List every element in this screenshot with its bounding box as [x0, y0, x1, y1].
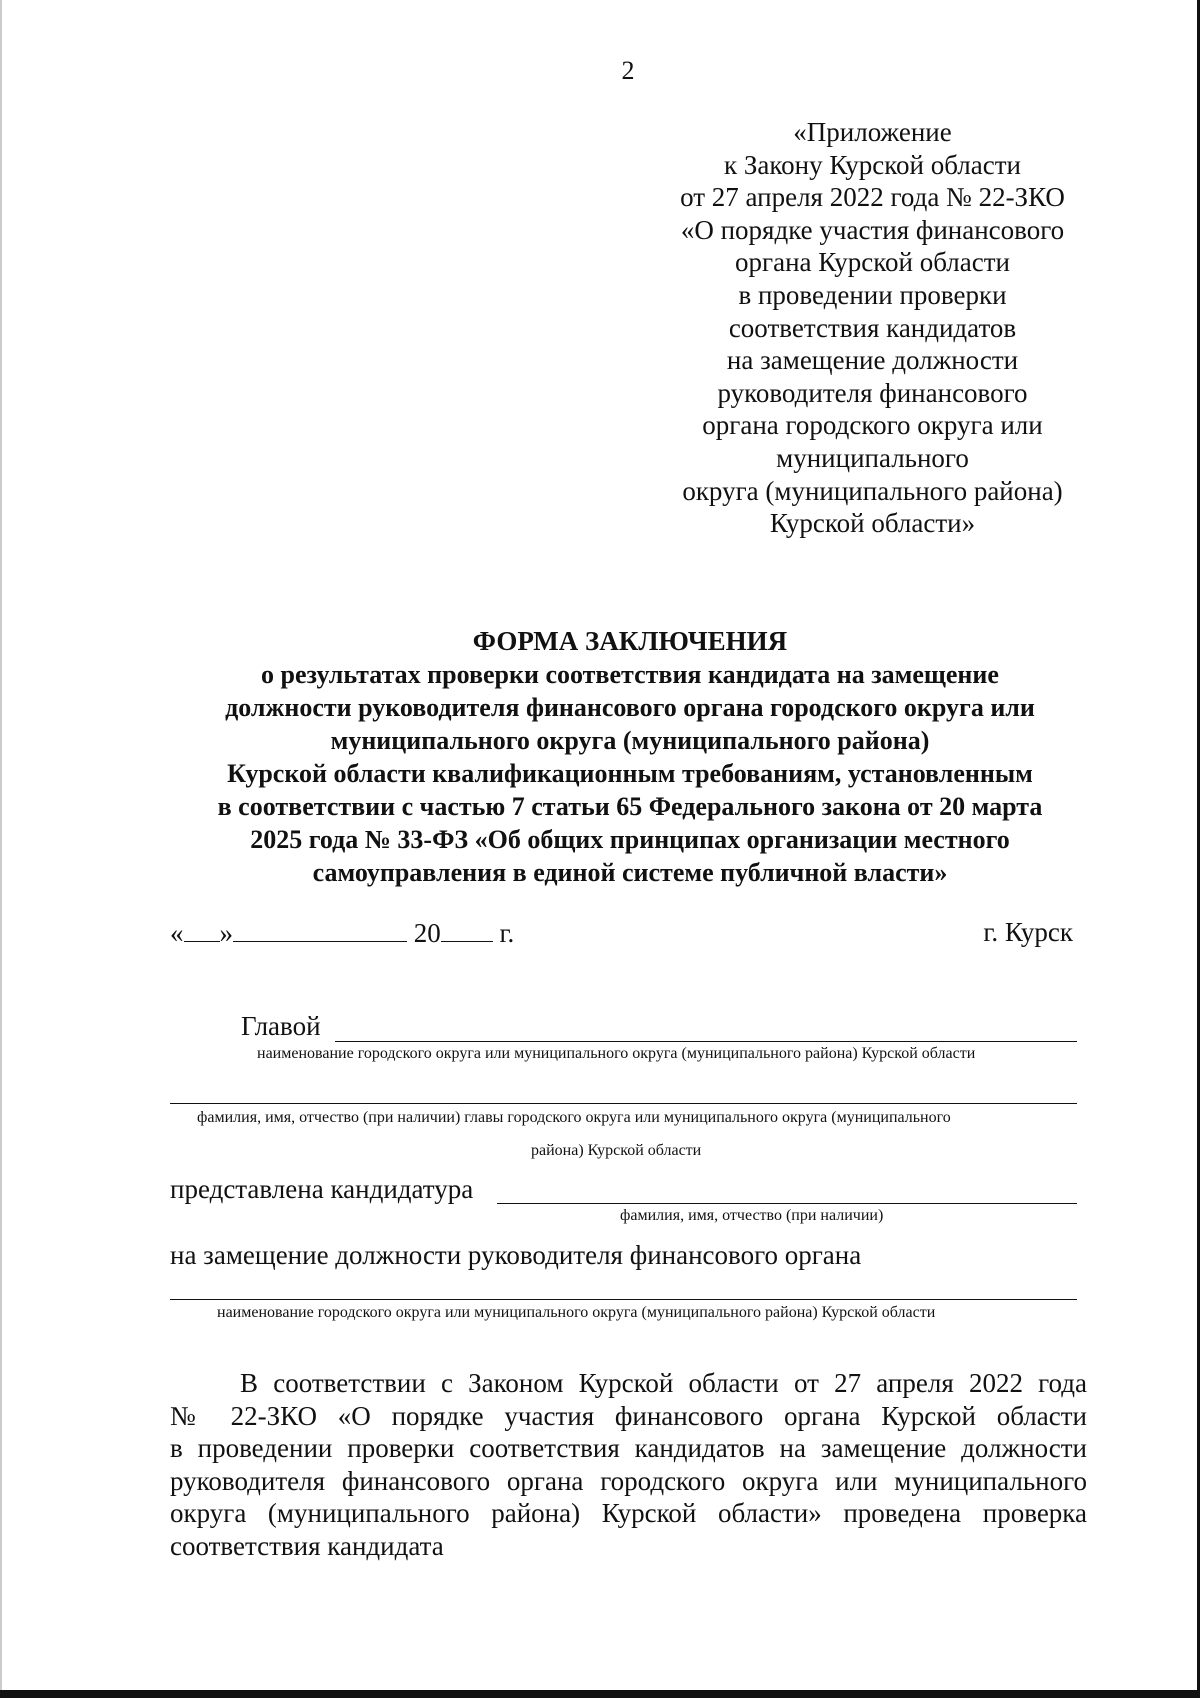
date-field[interactable]: [170, 917, 514, 949]
year-suffix: г.: [499, 918, 515, 948]
paragraph-line: В соответствии с Законом Курской области от 27 апреля 2022 года: [240, 1368, 1087, 1398]
position-blank[interactable]: [170, 1299, 1077, 1300]
head-fio-caption-cont: района) Курской области: [531, 1142, 702, 1159]
main-paragraph: [170, 1367, 1087, 1562]
appendix-line: руководителя финансового: [717, 377, 1028, 408]
candidate-caption: фамилия, имя, отчество (при наличии): [620, 1207, 884, 1224]
year-prefix: 20: [413, 918, 441, 948]
paragraph-line: соответствия кандидата: [170, 1530, 444, 1561]
title-line: муниципального округа (муниципального района): [330, 726, 930, 755]
appendix-header: [655, 116, 1090, 540]
head-fio-caption: фамилия, имя, отчество (при наличии) главы городского округа или муниципального округа (муниципального: [197, 1109, 951, 1126]
title-line: самоуправления в единой системе публичной власти»: [312, 858, 948, 887]
appendix-line: на замещение должности: [726, 345, 1019, 376]
appendix-line: к Закону Курской области: [724, 149, 1021, 180]
appendix-line: органа городского округа или: [702, 410, 1043, 441]
title-main: ФОРМА ЗАКЛЮЧЕНИЯ: [472, 626, 788, 656]
day-blank[interactable]: [184, 917, 220, 942]
paragraph-line: в проведении проверки соответствия кандидатов на замещение должности: [170, 1433, 1087, 1463]
paragraph-line: № 22-ЗКО «О порядке участия финансового органа Курской области: [170, 1400, 1087, 1431]
month-blank[interactable]: [233, 917, 407, 942]
head-label: Главой: [241, 1011, 321, 1041]
paragraph-line: руководителя финансового органа городского округа или муниципального: [170, 1465, 1087, 1496]
appendix-line: Курской области»: [769, 508, 976, 539]
appendix-line: «Приложение: [793, 117, 952, 147]
head-caption: наименование городского округа или муниципального округа (муниципального района) Курской области: [257, 1045, 976, 1062]
appendix-line: муниципального: [776, 442, 969, 473]
city: г. Курск: [983, 917, 1073, 947]
scan-edge-bottom: [0, 1690, 1200, 1698]
title-line: должности руководителя финансового органа городского округа или: [225, 693, 1035, 722]
title-line: о результатах проверки соответствия кандидата на замещение: [261, 660, 999, 689]
head-fio-blank[interactable]: [170, 1103, 1077, 1104]
head-name-blank[interactable]: [335, 1041, 1077, 1042]
date-row: [170, 917, 1073, 951]
appendix-line: от 27 апреля 2022 года № 22-ЗКО: [680, 182, 1065, 213]
scan-edge-left: [0, 0, 2, 1698]
title-line: в соответствии с частью 7 статьи 65 Федерального закона от 20 марта: [217, 792, 1043, 821]
title-line: 2025 года № 33-ФЗ «Об общих принципах организации местного: [250, 825, 1010, 854]
title-line: Курской области квалификационным требованиям, установленным: [227, 759, 1033, 788]
appendix-line: в проведении проверки: [738, 279, 1007, 310]
position-caption: наименование городского округа или муниципального округа (муниципального района) Курской области: [217, 1304, 936, 1321]
open-quote: «: [170, 918, 184, 948]
form-title: [150, 625, 1110, 889]
close-quote: »: [219, 918, 233, 948]
candidate-label: представлена кандидатура: [170, 1174, 474, 1204]
appendix-line: округа (муниципального района): [682, 475, 1063, 506]
appendix-line: органа Курской области: [735, 247, 1010, 278]
page-number: 2: [621, 56, 635, 85]
year-blank[interactable]: [441, 917, 493, 942]
paragraph-line: округа (муниципального района) Курской области» проведена проверка: [170, 1498, 1087, 1528]
candidate-name-blank[interactable]: [497, 1203, 1077, 1204]
appendix-line: соответствия кандидатов: [728, 312, 1017, 343]
appendix-line: «О порядке участия финансового: [680, 214, 1065, 245]
position-label: на замещение должности руководителя финансового органа: [170, 1240, 862, 1270]
